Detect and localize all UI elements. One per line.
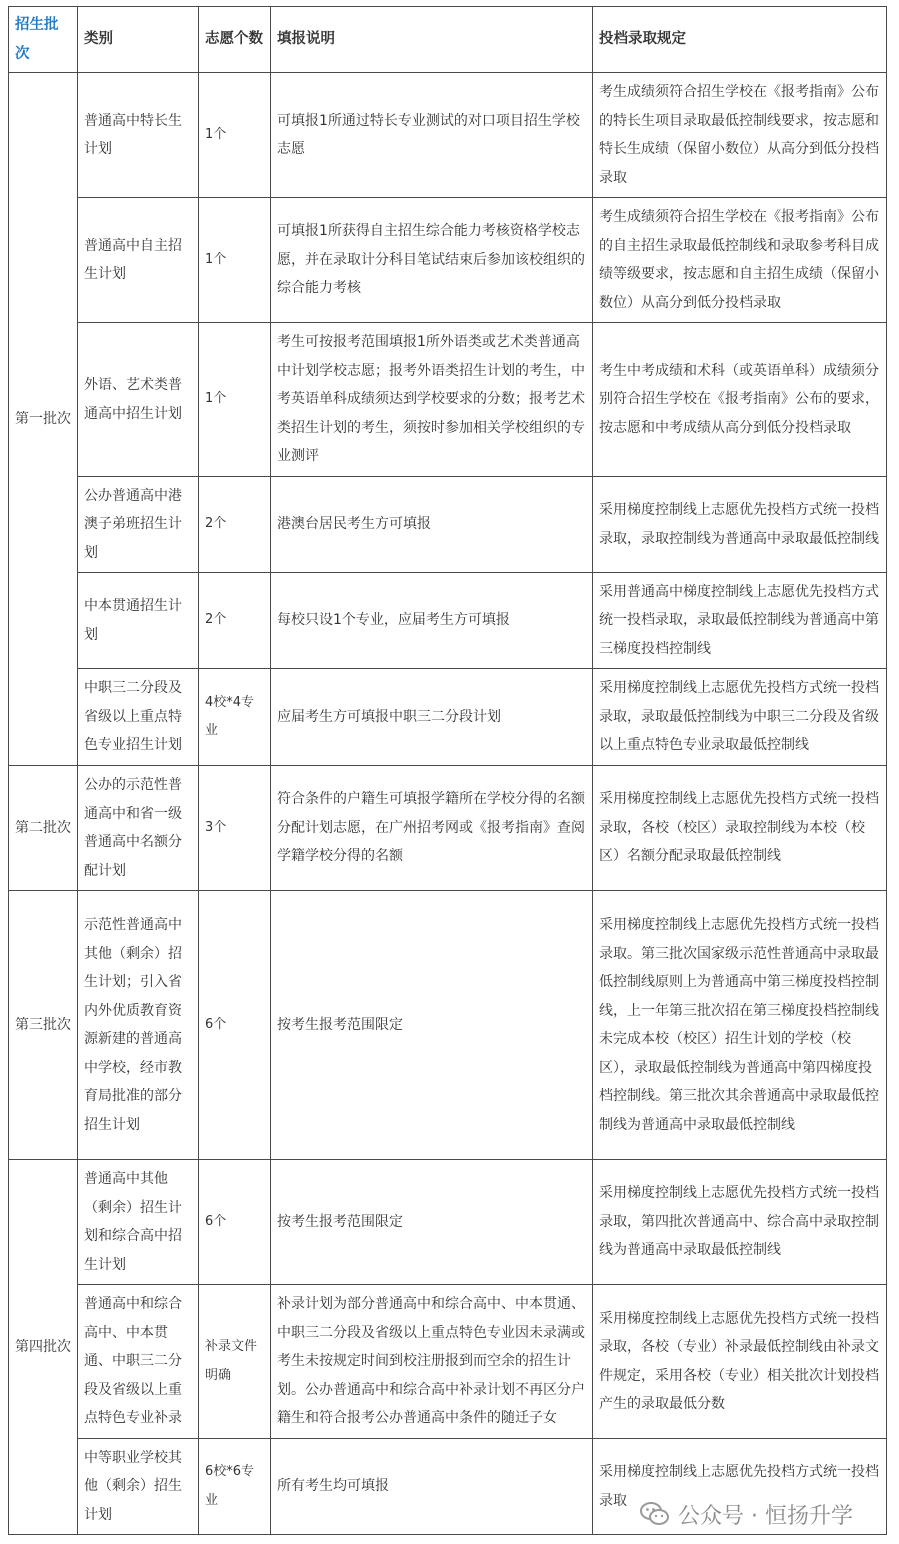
rules-cell: 采用梯度控制线上志愿优先投档方式统一投档录取，各校（专业）补录最低控制线由补录文件规定，采用各校（专业）相关批次计划投档产生的录取最低分数	[593, 1285, 887, 1439]
rules-cell: 采用梯度控制线上志愿优先投档方式统一投档录取，第四批次普通高中、综合高中录取控制线为普通高中录取最低控制线	[593, 1160, 887, 1285]
header-batch: 招生批次	[9, 7, 78, 73]
count-cell: 6校*6专业	[199, 1439, 271, 1535]
batch-cell: 第四批次	[9, 1160, 78, 1535]
instructions-cell: 按考生报考范围限定	[271, 1160, 593, 1285]
instructions-cell: 可填报1所通过特长专业测试的对口项目招生学校志愿	[271, 73, 593, 198]
batch-cell: 第三批次	[9, 891, 78, 1160]
table-row	[9, 573, 887, 669]
header-row	[9, 7, 887, 73]
rules-cell: 采用梯度控制线上志愿优先投档方式统一投档录取	[593, 1439, 887, 1535]
rules-cell: 采用梯度控制线上志愿优先投档方式统一投档录取。第三批次国家级示范性普通高中录取最低控制线原则上为普通高中第三梯度投档控制线，上一年第三批次招在第三梯度投档控制线未完成本校（校区）招生计划的学校（校区），录取最低控制线为普通高中第四梯度投档控制线。第三批次其余普通高中录取最低控制线为普通高中录取最低控制线	[593, 891, 887, 1160]
instructions-cell: 考生可按报考范围填报1所外语类或艺术类普通高中计划学校志愿；报考外语类招生计划的考生，中考英语单科成绩须达到学校要求的分数；报考艺术类招生计划的考生，须按时参加相关学校组织的专业测评	[271, 323, 593, 477]
watermark	[640, 1494, 880, 1534]
table-row	[9, 198, 887, 323]
category-cell: 普通高中特长生计划	[78, 73, 199, 198]
category-cell: 外语、艺术类普通高中招生计划	[78, 323, 199, 477]
table-row	[9, 323, 887, 477]
watermark-text: 公众号 · 恒扬升学	[678, 1503, 853, 1529]
table-row	[9, 1285, 887, 1439]
table-row	[9, 477, 887, 573]
table-row	[9, 891, 887, 1160]
instructions-cell: 可填报1所获得自主招生综合能力考核资格学校志愿，并在录取计分科目笔试结束后参加该校组织的综合能力考核	[271, 198, 593, 323]
category-cell: 示范性普通高中其他（剩余）招生计划；引入省内外优质教育资源新建的普通高中学校，经市教育局批准的部分招生计划	[78, 891, 199, 1160]
rules-cell: 采用梯度控制线上志愿优先投档方式统一投档录取，各校（校区）录取控制线为本校（校区）名额分配录取最低控制线	[593, 766, 887, 891]
rules-cell: 采用梯度控制线上志愿优先投档方式统一投档录取，录取控制线为普通高中录取最低控制线	[593, 477, 887, 573]
category-cell: 普通高中和综合高中、中本贯通、中职三二分段及省级以上重点特色专业补录	[78, 1285, 199, 1439]
table-row	[9, 1160, 887, 1285]
count-cell: 3个	[199, 766, 271, 891]
instructions-cell: 补录计划为部分普通高中和综合高中、中本贯通、中职三二分段及省级以上重点特色专业因未录满或考生未按规定时间到校注册报到而空余的招生计划。公办普通高中和综合高中补录计划不再区分户籍生和符合报考公办普通高中条件的随迁子女	[271, 1285, 593, 1439]
count-cell: 4校*4专业	[199, 669, 271, 766]
instructions-cell: 所有考生均可填报	[271, 1439, 593, 1535]
count-cell: 2个	[199, 573, 271, 669]
count-cell: 1个	[199, 323, 271, 477]
wechat-icon	[640, 1501, 670, 1527]
count-cell: 1个	[199, 198, 271, 323]
batch-cell: 第一批次	[9, 73, 78, 766]
instructions-cell: 应届考生方可填报中职三二分段计划	[271, 669, 593, 766]
category-cell: 中等职业学校其他（剩余）招生计划	[78, 1439, 199, 1535]
rules-cell: 采用梯度控制线上志愿优先投档方式统一投档录取，录取最低控制线为中职三二分段及省级以上重点特色专业录取最低控制线	[593, 669, 887, 766]
count-cell: 6个	[199, 1160, 271, 1285]
count-cell: 1个	[199, 73, 271, 198]
instructions-cell: 港澳台居民考生方可填报	[271, 477, 593, 573]
header-instructions: 填报说明	[271, 7, 593, 73]
rules-cell: 考生成绩须符合招生学校在《报考指南》公布的特长生项目录取最低控制线要求，按志愿和特长生成绩（保留小数位）从高分到低分投档录取	[593, 73, 887, 198]
count-cell: 2个	[199, 477, 271, 573]
instructions-cell: 符合条件的户籍生可填报学籍所在学校分得的名额分配计划志愿，在广州招考网或《报考指南》查阅学籍学校分得的名额	[271, 766, 593, 891]
category-cell: 中职三二分段及省级以上重点特色专业招生计划	[78, 669, 199, 766]
table-row	[9, 669, 887, 766]
count-cell: 补录文件明确	[199, 1285, 271, 1439]
instructions-cell: 每校只设1个专业，应届考生方可填报	[271, 573, 593, 669]
admission-table	[8, 6, 887, 1535]
table-row	[9, 73, 887, 198]
header-count: 志愿个数	[199, 7, 271, 73]
instructions-cell: 按考生报考范围限定	[271, 891, 593, 1160]
category-cell: 公办的示范性普通高中和省一级普通高中名额分配计划	[78, 766, 199, 891]
category-cell: 公办普通高中港澳子弟班招生计划	[78, 477, 199, 573]
rules-cell: 采用普通高中梯度控制线上志愿优先投档方式统一投档录取，录取最低控制线为普通高中第三梯度投档控制线	[593, 573, 887, 669]
count-cell: 6个	[199, 891, 271, 1160]
category-cell: 普通高中其他（剩余）招生计划和综合高中招生计划	[78, 1160, 199, 1285]
header-category: 类别	[78, 7, 199, 73]
category-cell: 普通高中自主招生计划	[78, 198, 199, 323]
batch-cell: 第二批次	[9, 766, 78, 891]
rules-cell: 考生中考成绩和术科（或英语单科）成绩须分别符合招生学校在《报考指南》公布的要求，按志愿和中考成绩从高分到低分投档录取	[593, 323, 887, 477]
table-row	[9, 766, 887, 891]
category-cell: 中本贯通招生计划	[78, 573, 199, 669]
rules-cell: 考生成绩须符合招生学校在《报考指南》公布的自主招生录取最低控制线和录取参考科目成绩等级要求，按志愿和自主招生成绩（保留小数位）从高分到低分投档录取	[593, 198, 887, 323]
header-rules: 投档录取规定	[593, 7, 887, 73]
